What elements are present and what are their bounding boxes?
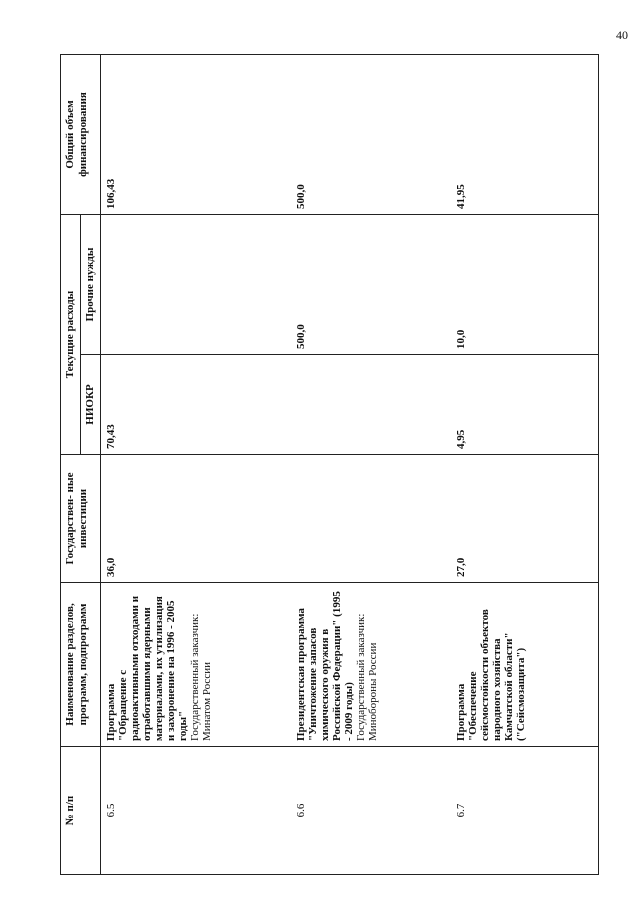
gov-invest-value: 36,0 [101, 455, 291, 583]
table-row [101, 54, 291, 874]
niokr-value: 4,95 [451, 355, 599, 455]
total-value: 41,95 [451, 54, 599, 214]
header-niokr: НИОКР [81, 355, 101, 455]
other-value: 500,0 [291, 214, 451, 354]
row-index: 6.6 [291, 747, 451, 875]
row-name [291, 583, 451, 747]
total-value: 500,0 [291, 54, 451, 214]
program-type: Программа [105, 683, 118, 741]
program-title: "Обращение с радиоактивными отходами и отработавшими ядерными материалами, их утилизация и захоронение на 1996 - 2005 годы" [117, 595, 190, 741]
table-header [61, 54, 101, 874]
header-total: Общий объем финансирования [61, 54, 101, 214]
header-index: № п/п [61, 747, 101, 875]
row-name [451, 583, 599, 747]
niokr-value [291, 355, 451, 455]
row-index: 6.5 [101, 747, 291, 875]
total-value: 106,43 [101, 54, 291, 214]
program-type: Президентская программа [294, 608, 307, 741]
program-client: Государственный заказчик: Минатом России [189, 613, 214, 741]
header-name: Наименование разделов, программ, подпрограмм [61, 583, 101, 747]
header-other: Прочие нужды [81, 214, 101, 354]
gov-invest-value [291, 455, 451, 583]
other-value: 10,0 [451, 214, 599, 354]
niokr-value: 70,43 [101, 355, 291, 455]
rotated-page [60, 55, 605, 875]
header-gov-invest: Государствен- ные инвестиции [61, 455, 101, 583]
program-title: "Уничтожение запасов химического оружия в Российской Федерации" (1995 - 2009 годы) [306, 591, 355, 741]
program-title: "Обеспечение сейсмостойкости объектов народного хозяйства Камчатской области" ("Сейсмозащита") [466, 609, 527, 741]
row-name [101, 583, 291, 747]
row-index: 6.7 [451, 747, 599, 875]
header-current-expenses: Текущие расходы [61, 214, 81, 454]
financing-table [60, 54, 599, 875]
program-client: Государственный заказчик: Минобороны России [354, 613, 379, 741]
table-row [291, 54, 451, 874]
page-number: 40 [616, 28, 628, 42]
table-row [451, 54, 599, 874]
gov-invest-value: 27,0 [451, 455, 599, 583]
program-type: Программа [454, 683, 467, 741]
other-value [101, 214, 291, 354]
